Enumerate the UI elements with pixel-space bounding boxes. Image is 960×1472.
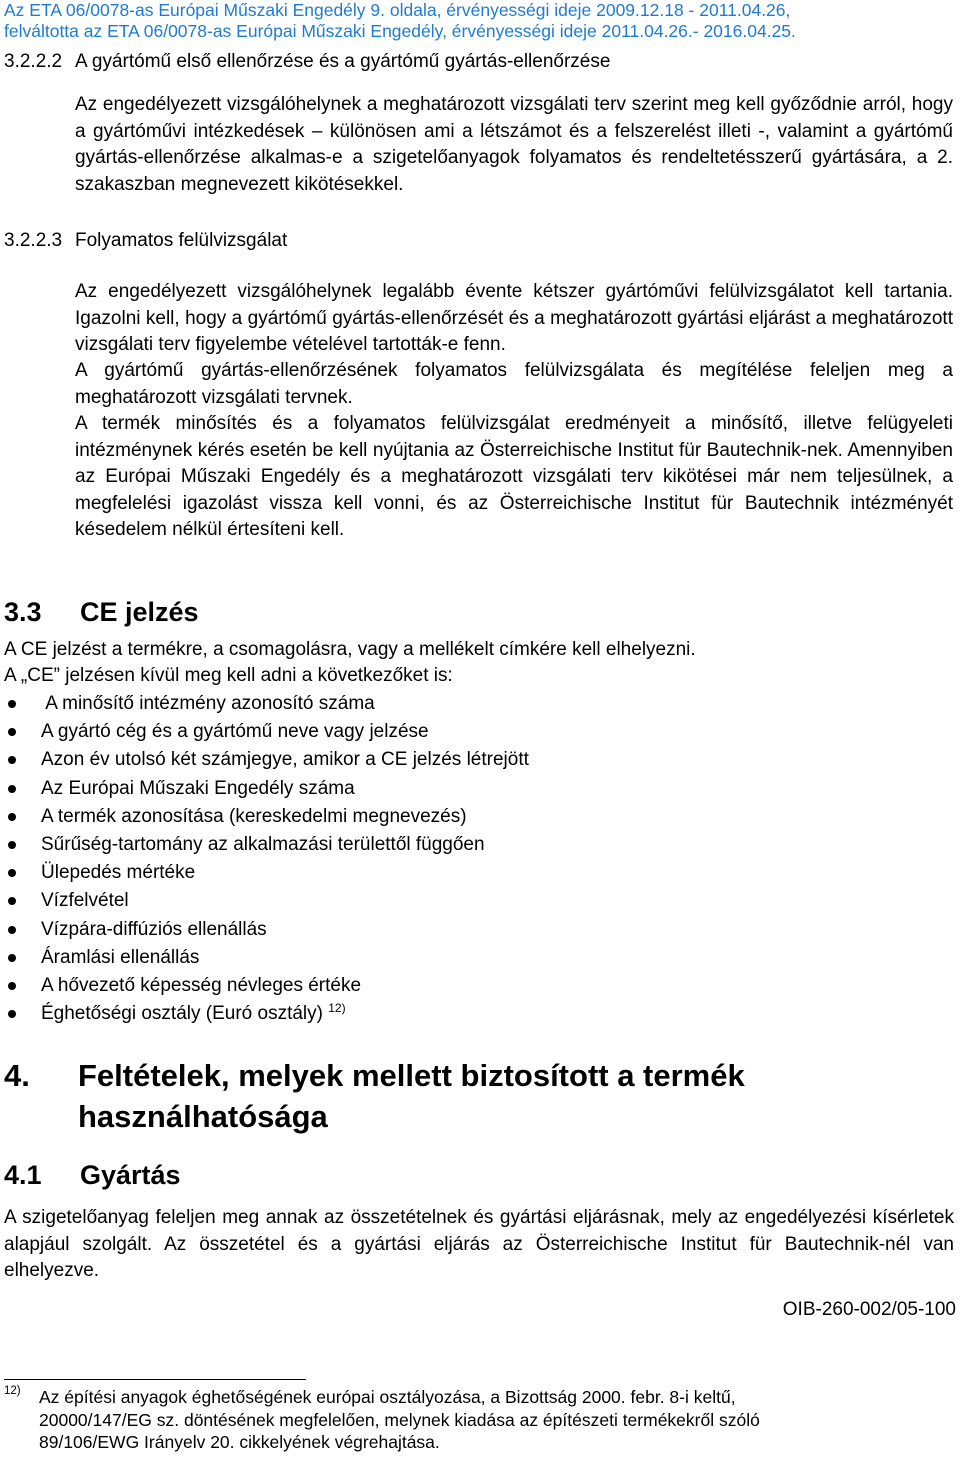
section-3222-body: Az engedélyezett vizsgálóhelynek a meghatározott vizsgálati terv szerint meg kell győződnie arról, hogy a gyártóművi intézkedések – különösen ami a létszámot és a felszerelést illeti -, valamint a gyártómű gyártás-ellenőrzése alkalmas-e a szigetelőanyagok folyamatos és rendeltetésszerű gyártására, a 2. szakaszban megnevezett kikötésekkel.: [75, 94, 953, 195]
list-item: Vízpára-diffúziós ellenállás: [4, 916, 944, 944]
bullet-icon: [8, 756, 16, 764]
list-item: Vízfelvétel: [4, 887, 944, 915]
footnote-line-3: 89/106/EWG Irányelv 20. cikkelyének végrehajtása.: [39, 1432, 440, 1452]
list-item: Az Európai Műszaki Engedély száma: [4, 775, 944, 803]
header-line-1: Az ETA 06/0078-as Európai Műszaki Engedély 9. oldala, érvényességi ideje 2009.12.18 - 2011.04.26,: [4, 0, 791, 20]
section-33-heading: [4, 596, 199, 628]
section-title: Feltételek, melyek mellett biztosított a termék használhatósága: [78, 1058, 745, 1134]
section-title: Gyártás: [80, 1160, 181, 1190]
section-3223-paragraph-3: A termék minősítés és a folyamatos felülvizsgálat eredményeit a minősítő, illetve felügyeleti intézménynek kérés esetén be kell nyújtania az Österreichische Institut für Bautechnik-nek. Amennyiben az Európai Műszaki Engedély és a meghatározott vizsgálati terv kikötései már nem teljesülnek, a megfelelési igazolást vissza kell vonni, és az Österreichische Institut für Bautechnik intézményét késedelem nélkül értesíteni kell.: [75, 413, 953, 540]
section-41-body: A szigetelőanyag feleljen meg annak az összetételnek és gyártási eljárásnak, mely az engedélyezési kísérletek alapjául szolgált. Az összetétel és a gyártási eljárás az Österreichische Institut für Bautechnik-nél van elhelyezve.: [4, 1207, 954, 1281]
section-3223-heading: [4, 229, 287, 253]
section-title: Folyamatos felülvizsgálat: [75, 230, 288, 251]
bullet-icon: [8, 841, 16, 849]
footnote-divider: [4, 1379, 306, 1380]
section-number: 4.1: [4, 1160, 42, 1190]
section-3222-heading: [4, 50, 610, 74]
list-item: A minősítő intézmény azonosító száma: [4, 690, 944, 718]
ce-marking-list: [4, 690, 944, 1028]
bullet-icon: [8, 728, 16, 736]
list-item: A hővezető képesség névleges értéke: [4, 972, 944, 1000]
page-header: [4, 0, 954, 42]
section-number: 3.3: [4, 597, 42, 627]
section-3223-paragraph-1: Az engedélyezett vizsgálóhelynek legalább évente kétszer gyártóművi felülvizsgálatot kell tartania. Igazolni kell, hogy a gyártómű gyártás-ellenőrzését és a meghatározott gyártási eljárást a meghatározott vizsgálati terv figyelembe vételével tartották-e fenn.: [75, 281, 953, 355]
bullet-icon: [8, 926, 16, 934]
list-item: Ülepedés mértéke: [4, 859, 944, 887]
section-number: 3.2.2.3: [4, 230, 63, 251]
list-item: Éghetőségi osztály (Euró osztály) $^{12)}$: [4, 1000, 944, 1028]
bullet-icon: [8, 869, 16, 877]
bullet-icon: [8, 700, 16, 708]
section-title: CE jelzés: [80, 597, 199, 627]
document-code: OIB-260-002/05-100: [782, 1299, 956, 1320]
section-number: 4.: [4, 1058, 30, 1093]
section-41-heading: [4, 1159, 181, 1191]
footnote-mark: 12): [4, 1385, 21, 1397]
section-title: A gyártómű első ellenőrzése és a gyártómű gyártás-ellenőrzése: [75, 51, 611, 72]
section-33-paragraph-1: A CE jelzést a termékre, a csomagolásra, vagy a mellékelt címkére kell elhelyezni.: [4, 639, 696, 660]
section-3223-paragraph-2: A gyártómű gyártás-ellenőrzésének folyamatos felülvizsgálata és megítélése feleljen meg a meghatározott vizsgálati tervnek.: [75, 360, 953, 408]
list-item: A termék azonosítása (kereskedelmi megnevezés): [4, 803, 944, 831]
list-item: Áramlási ellenállás: [4, 944, 944, 972]
footnote-reference: 12): [328, 1001, 346, 1016]
footnote-line-1: Az építési anyagok éghetőségének európai osztályozása, a Bizottság 2000. febr. 8-i keltű,: [39, 1387, 736, 1407]
footnote-line-2: 20000/147/EG sz. döntésének megfelelően, melynek kiadása az építészeti termékekről szóló: [39, 1409, 760, 1430]
bullet-icon: [8, 813, 16, 821]
list-item: Azon év utolsó két számjegye, amikor a CE jelzés létrejött: [4, 746, 944, 774]
bullet-icon: [8, 982, 16, 990]
bullet-icon: [8, 897, 16, 905]
header-line-2: felváltotta az ETA 06/0078-as Európai Műszaki Engedély, érvényességi ideje 2011.04.26.- 2016.04.25.: [4, 21, 796, 41]
bullet-icon: [8, 1010, 16, 1018]
section-number: 3.2.2.2: [4, 51, 63, 72]
bullet-icon: [8, 954, 16, 962]
bullet-icon: [8, 785, 16, 793]
list-item: A gyártó cég és a gyártómű neve vagy jelzése: [4, 718, 944, 746]
list-item: Sűrűség-tartomány az alkalmazási területtől függően: [4, 831, 944, 859]
section-33-paragraph-2: A „CE” jelzésen kívül meg kell adni a következőket is:: [4, 665, 453, 686]
